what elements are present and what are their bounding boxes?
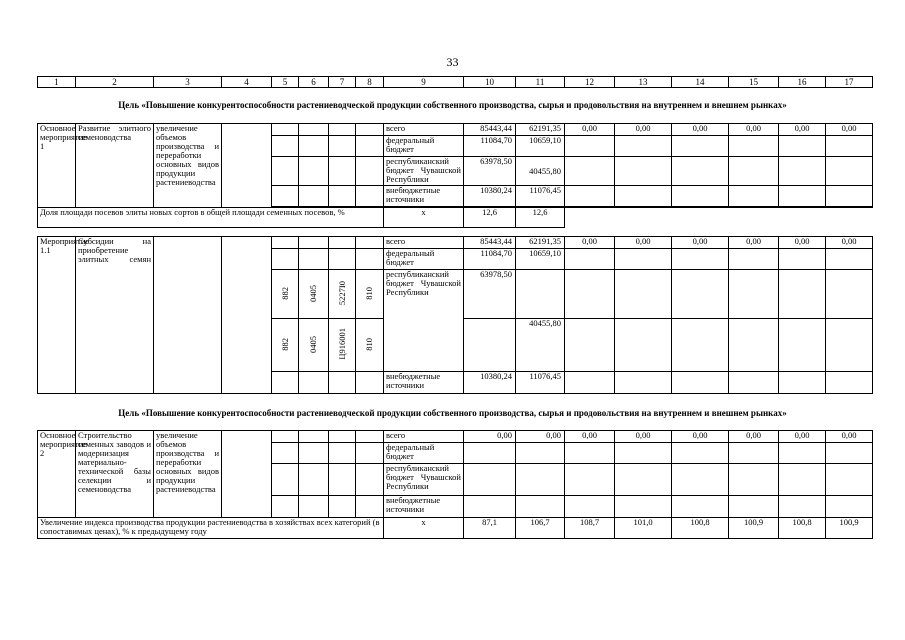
value-cell: 0,00	[826, 237, 873, 249]
value-cell: 0,00	[779, 431, 826, 443]
activity-type: Основное мероприятие 2	[38, 431, 76, 518]
source-label: республиканский бюджет Чувашской Республики	[384, 157, 464, 186]
column-number: 7	[329, 77, 356, 88]
budget-table-main-1	[37, 123, 873, 228]
source-label: всего	[384, 237, 464, 249]
column-number: 11	[516, 77, 565, 88]
value-cell: 0,00	[729, 237, 779, 249]
value-cell: 40455,80	[516, 319, 565, 372]
budget-code: 5227I0	[336, 280, 347, 306]
value-cell: 106,7	[516, 518, 565, 539]
value-cell: 100,8	[779, 518, 826, 539]
value-cell: 100,9	[826, 518, 873, 539]
activity-indicator: увеличение объемов производства и переработки основных видов продукции растениеводства	[154, 431, 222, 518]
budget-code: 882	[279, 286, 290, 300]
budget-code: 0405	[308, 335, 318, 353]
value-cell: 101,0	[615, 518, 672, 539]
column-number-header	[37, 76, 873, 88]
activity-type: Мероприятие 1.1	[38, 237, 76, 394]
value-cell: 10380,24	[464, 372, 516, 394]
value-cell: 62191,35	[516, 124, 565, 136]
value-cell: 10659,10	[516, 249, 565, 270]
budget-code: 810	[364, 286, 374, 300]
value-cell: 0,00	[729, 431, 779, 443]
source-label: внебюджетные источники	[384, 496, 464, 518]
column-number: 10	[464, 77, 516, 88]
source-label: всего	[384, 124, 464, 136]
value-cell: 108,7	[565, 518, 615, 539]
source-label: республиканский бюджет Чувашской Республики	[384, 270, 464, 372]
source-label: внебюджетные источники	[384, 186, 464, 207]
activity-name: Субсидии на приобретение элитных семян	[76, 237, 154, 394]
value-cell: 11084,70	[464, 249, 516, 270]
value-cell: 63978,50	[464, 270, 516, 319]
column-number: 6	[299, 77, 329, 88]
value-cell: 100,8	[672, 518, 729, 539]
page-number: 33	[446, 55, 459, 69]
goal-heading-2: Цель «Повышение конкурентоспособности растениеводческой продукции собственного производства, сырья и продовольствия на внутреннем и внешнем рынках»	[118, 408, 787, 418]
index-indicator-x: х	[384, 518, 464, 539]
index-indicator-label: Увеличение индекса производства продукции растениеводства в хозяйствах всех категорий (в сопоставимых ценах), % к предыдущему году	[38, 518, 384, 539]
column-number: 3	[154, 77, 222, 88]
column-number: 1	[38, 77, 76, 88]
budget-code: 882	[279, 337, 290, 351]
column-number: 4	[222, 77, 272, 88]
value-cell: 85443,44	[464, 124, 516, 136]
budget-code: 810	[364, 337, 374, 351]
column-number: 17	[826, 77, 873, 88]
column-number: 8	[356, 77, 384, 88]
activity-type: Основное мероприятие 1	[38, 124, 76, 208]
source-label: федеральный бюджет	[384, 249, 464, 270]
value-cell: 0,00	[516, 431, 565, 443]
value-cell: 11084,70	[464, 136, 516, 157]
value-cell: 0,00	[672, 431, 729, 443]
value-cell: 0,00	[565, 124, 615, 136]
column-number: 14	[672, 77, 729, 88]
value-cell: 10659,10	[516, 136, 565, 157]
value-cell: 10380,24	[464, 186, 516, 207]
column-number: 13	[615, 77, 672, 88]
column-number: 12	[565, 77, 615, 88]
budget-table-activity-1-1	[37, 236, 873, 394]
budget-code: 0405	[308, 284, 318, 302]
value-cell: 0,00	[615, 237, 672, 249]
value-cell: 12,6	[516, 208, 565, 228]
value-cell: 0,00	[779, 237, 826, 249]
column-number: 16	[779, 77, 826, 88]
budget-table-main-2	[37, 430, 873, 539]
value-cell: 0,00	[826, 431, 873, 443]
value-cell: 0,00	[464, 431, 516, 443]
column-number: 2	[76, 77, 154, 88]
value-cell: 0,00	[615, 124, 672, 136]
activity-name: Развитие элитного семеноводства	[76, 124, 154, 208]
source-label: федеральный бюджет	[384, 136, 464, 157]
value-cell: 63978,50	[464, 157, 516, 186]
source-label: внебюджетные источники	[384, 372, 464, 394]
value-cell: 0,00	[779, 124, 826, 136]
column-number: 15	[729, 77, 779, 88]
value-cell: 85443,44	[464, 237, 516, 249]
goal-heading-1: Цель «Повышение конкурентоспособности растениеводческой продукции собственного производства, сырья и продовольствия на внутреннем и внешнем рынках»	[118, 100, 787, 110]
value-cell: 11076,45	[516, 372, 565, 394]
value-cell: 0,00	[729, 124, 779, 136]
value-cell: 0,00	[826, 124, 873, 136]
activity-name: Строительство семенных заводов и модернизация материально-технической базы селекции и семеноводства	[76, 431, 154, 518]
column-number: 9	[384, 77, 464, 88]
value-cell: 62191,35	[516, 237, 565, 249]
source-label: всего	[384, 431, 464, 443]
value-cell: 11076,45	[516, 186, 565, 207]
value-cell: 40455,80	[516, 157, 565, 186]
value-cell: 12,6	[464, 208, 516, 228]
value-cell: 0,00	[672, 124, 729, 136]
share-indicator-x: х	[384, 208, 464, 228]
budget-code: Ц916001	[336, 328, 347, 360]
source-label: республиканский бюджет Чувашской Республики	[384, 464, 464, 496]
value-cell: 0,00	[615, 431, 672, 443]
value-cell: 0,00	[672, 237, 729, 249]
value-cell: 100,9	[729, 518, 779, 539]
value-cell: 87,1	[464, 518, 516, 539]
source-label: федеральный бюджет	[384, 443, 464, 464]
column-number: 5	[272, 77, 299, 88]
value-cell: 0,00	[565, 431, 615, 443]
share-indicator-label: Доля площади посевов элиты новых сортов в общей площади семенных посевов, %	[38, 208, 384, 228]
activity-indicator: увеличение объемов производства и переработки основных видов продукции растениеводства	[154, 124, 222, 208]
value-cell: 0,00	[565, 237, 615, 249]
